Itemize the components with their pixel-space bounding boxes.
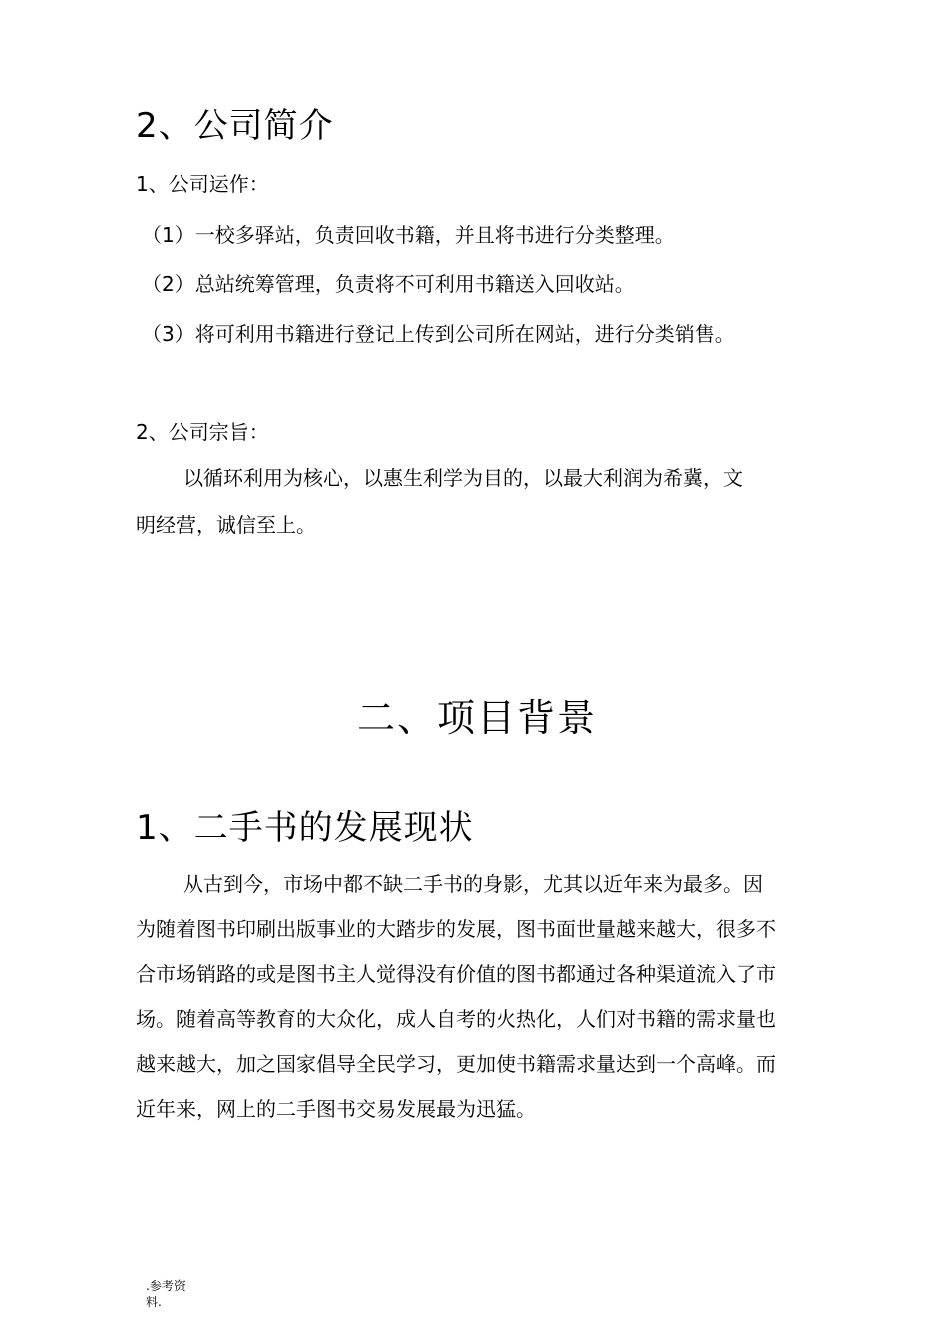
- footer-note-line-1: .参考资: [146, 1279, 186, 1293]
- operation-item-3: （3）将可利用书籍进行登记上传到公司所在网站，进行分类销售。: [142, 322, 735, 346]
- background-paragraph-line-5: 越来越大，加之国家倡导全民学习，更加使书籍需求量达到一个高峰。而: [136, 1052, 776, 1076]
- project-background-heading: 二、项目背景: [357, 696, 598, 740]
- company-operation-title: 1、公司运作：: [136, 172, 269, 196]
- background-paragraph-line-4: 场。随着高等教育的大众化，成人自考的火热化，人们对书籍的需求量也: [136, 1007, 776, 1031]
- operation-item-1: （1）一校多驿站，负责回收书籍，并且将书进行分类整理。: [142, 223, 675, 247]
- background-paragraph-line-2: 为随着图书印刷出版事业的大踏步的发展，图书面世量越来越大，很多不: [136, 917, 776, 941]
- company-purpose-title: 2、公司宗旨：: [136, 420, 269, 444]
- company-intro-heading: 2、公司简介: [136, 106, 334, 146]
- background-paragraph-line-1: 从古到今，市场中都不缺二手书的身影，尤其以近年来为最多。因: [183, 872, 763, 896]
- footer-note-line-2: 料.: [146, 1295, 162, 1309]
- background-paragraph-line-6: 近年来，网上的二手图书交易发展最为迅猛。: [136, 1097, 536, 1121]
- secondhand-books-heading: 1、二手书的发展现状: [136, 808, 474, 848]
- purpose-paragraph-line-1: 以循环利用为核心，以惠生利学为目的，以最大利润为希冀，文: [183, 466, 743, 490]
- background-paragraph-line-3: 合市场销路的或是图书主人觉得没有价值的图书都通过各种渠道流入了市: [136, 962, 776, 986]
- purpose-paragraph-line-2: 明经营，诚信至上。: [136, 513, 316, 537]
- operation-item-2: （2）总站统筹管理，负责将不可利用书籍送入回收站。: [142, 272, 635, 296]
- footer-note: [146, 1278, 186, 1310]
